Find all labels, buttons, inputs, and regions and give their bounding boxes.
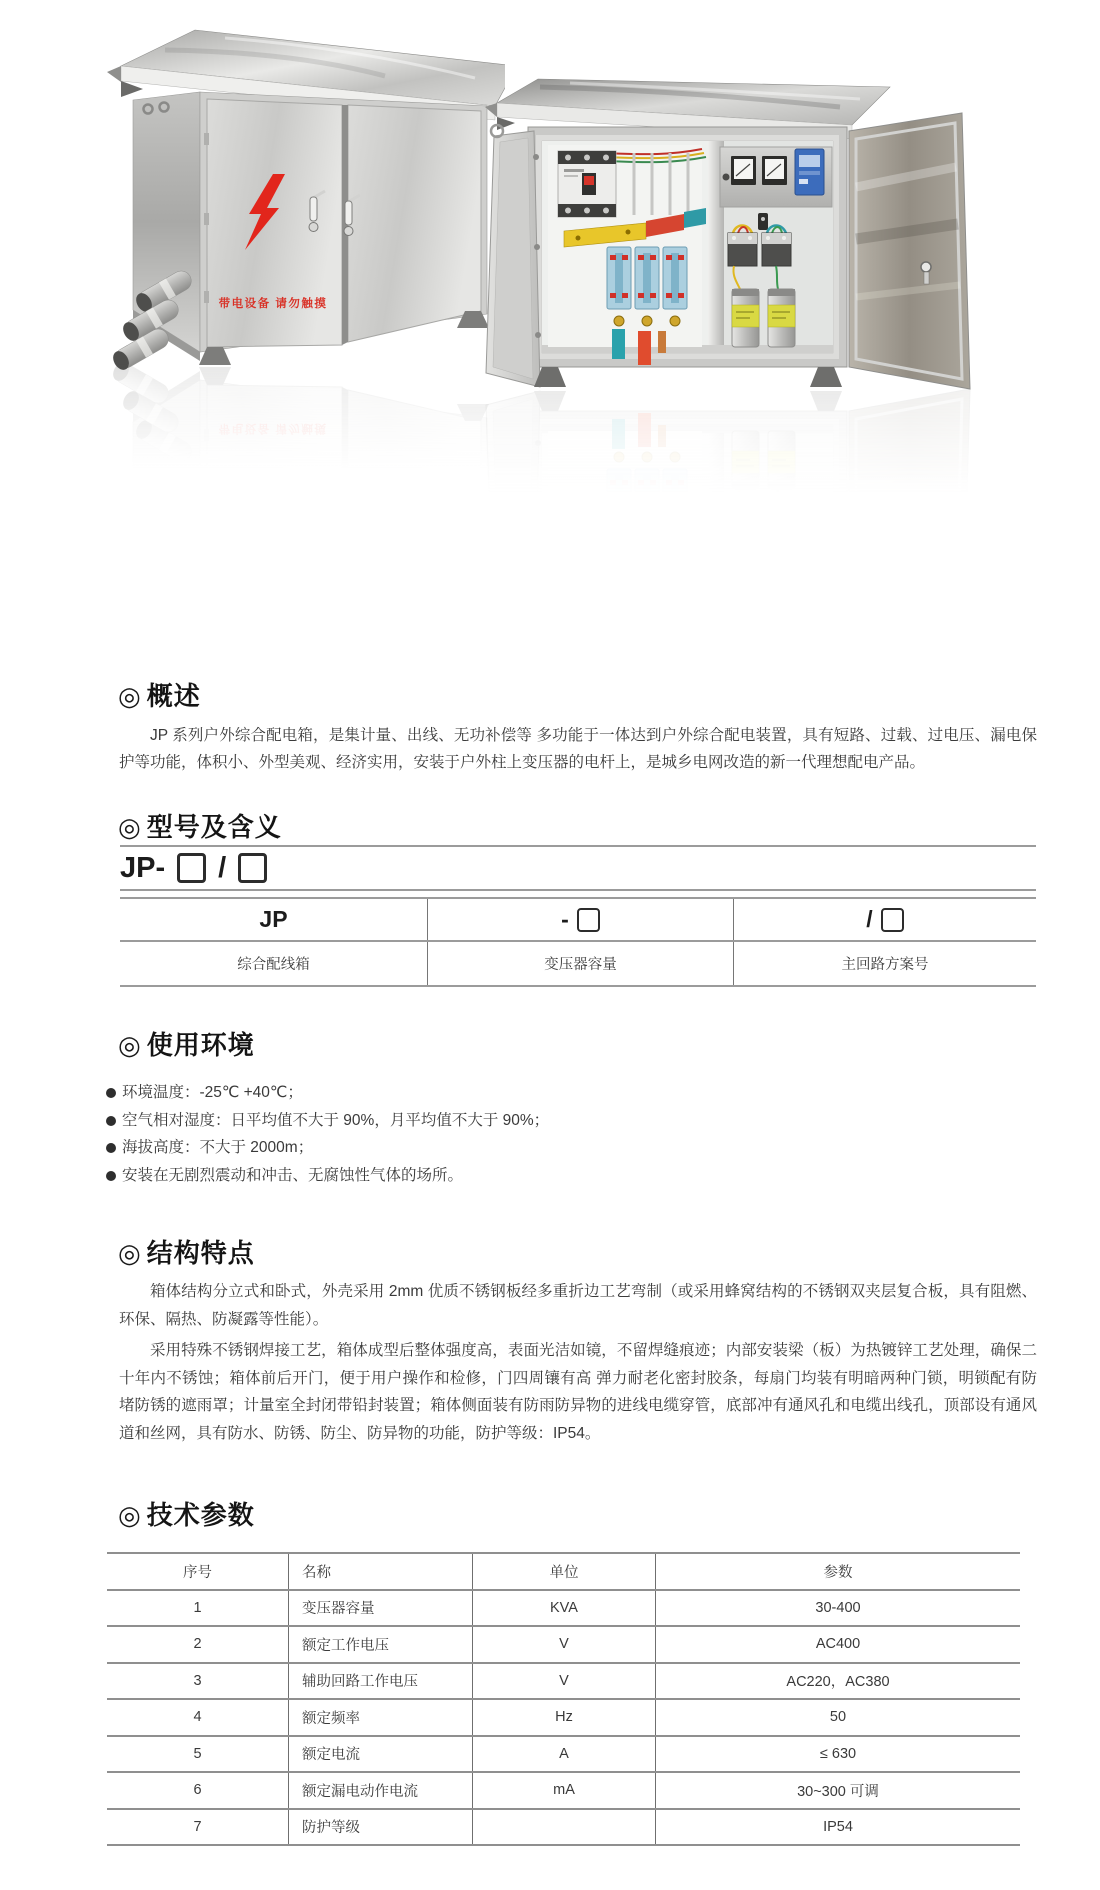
model-placeholder-box: [177, 853, 206, 883]
open-right-door: [849, 113, 970, 389]
section-title-text: 型号及含义: [146, 812, 282, 842]
table-header-row: [107, 1552, 1020, 1589]
cell-index: 3: [193, 1672, 202, 1689]
divider-line: [120, 845, 1036, 847]
table-row: [107, 1698, 1020, 1735]
section-marker-icon: ◎: [118, 1500, 142, 1530]
cell-unit: V: [472, 1627, 655, 1662]
cell-index: 5: [193, 1745, 202, 1762]
cell-value: 50: [655, 1700, 1020, 1735]
brass-terminal: [614, 316, 624, 326]
brass-terminal: [670, 316, 680, 326]
environment-list: [106, 1085, 549, 1195]
model-placeholder-box: [238, 853, 267, 883]
table-row: [107, 1625, 1020, 1662]
brass-terminal: [642, 316, 652, 326]
section-title-text: 使用环境: [146, 1030, 255, 1060]
cell-value: IP54: [655, 1810, 1020, 1845]
cell-name: 额定电流: [288, 1737, 472, 1772]
cell-value: AC220，AC380: [655, 1664, 1020, 1699]
cell-value: 30~300 可调: [655, 1773, 1020, 1808]
cabinet-foot: [810, 367, 842, 387]
section-title-model: [118, 812, 282, 842]
circuit-breaker: [558, 151, 616, 217]
cell-name: 防护等级: [288, 1810, 472, 1845]
bullet-icon: [106, 1116, 116, 1126]
list-item: [106, 1085, 549, 1101]
overview-body: JP 系列户外综合配电箱，是集计量、出线、无功补偿等 多功能于一体达到户外综合配电装置，具有短路、过载、过电压、漏电保护等功能，体积小、外型美观、经济实用，安装于户外柱上变压器的电杆上，是城乡电网改造的新一代理想配电产品。: [119, 727, 1037, 771]
column-header: 参数: [655, 1554, 1020, 1589]
cell-name: 额定频率: [288, 1700, 472, 1735]
metering-compartment: [548, 145, 706, 365]
cell-unit: KVA: [472, 1591, 655, 1626]
open-left-door: [486, 125, 541, 387]
model-separator: /: [218, 851, 227, 884]
cell-index: 2: [193, 1636, 202, 1653]
bullet-icon: [106, 1088, 116, 1098]
ct-block-teal: [612, 329, 625, 359]
list-item-text: 海拔高度：不大于 2000m；: [122, 1139, 314, 1156]
cell-index: 1: [193, 1599, 202, 1616]
cabinet-reflection: [485, 389, 970, 505]
section-title-parameters: [118, 1500, 255, 1530]
list-item-text: 安装在无剧烈震动和冲击、无腐蚀性气体的场所。: [122, 1166, 464, 1184]
model-code: -: [561, 906, 569, 932]
cell-name: 额定漏电动作电流: [288, 1773, 472, 1808]
section-marker-icon: ◎: [118, 812, 142, 842]
section-title-text: 概述: [146, 681, 201, 711]
section-title-structure: [118, 1238, 255, 1268]
section-title-text: 结构特点: [146, 1238, 255, 1268]
model-meaning: 主回路方案号: [841, 957, 929, 973]
model-placeholder-box: [881, 908, 904, 932]
section-marker-icon: ◎: [118, 1238, 142, 1268]
section-marker-icon: ◎: [118, 681, 142, 711]
list-item: [106, 1140, 549, 1156]
parameters-table: [107, 1552, 1020, 1846]
section-title-overview: [118, 681, 201, 711]
table-row: [107, 1589, 1020, 1626]
model-code-cell: [120, 899, 427, 940]
table-row: [107, 1808, 1020, 1845]
overview-paragraph: [119, 723, 1037, 776]
cell-value: 30-400: [655, 1591, 1020, 1626]
cell-index: 4: [193, 1709, 202, 1726]
table-row: [107, 1771, 1020, 1808]
wing-screw-icon: [723, 174, 730, 181]
structure-paragraph: 箱体结构分立式和卧式，外壳采用 2mm 优质不锈钢板经多重折边工艺弯制（或采用蜂窝结构的不锈钢双夹层复合板，具有阻燃、环保、隔热、防凝露等性能）。: [119, 1283, 1037, 1328]
model-formula: [120, 851, 267, 885]
table-row: [120, 899, 1036, 940]
table-row: [120, 940, 1036, 985]
capacitor: [768, 289, 795, 347]
structure-paragraphs: [119, 1278, 1037, 1447]
list-item-text: 空气相对湿度：日平均值不大于 90%，月平均值不大于 90%；: [122, 1111, 550, 1129]
section-title-environment: [118, 1030, 255, 1060]
breaker-switch: [584, 176, 594, 185]
model-meaning-cell: [427, 942, 733, 985]
table-row: [107, 1735, 1020, 1772]
model-code-cell: [427, 899, 733, 940]
table-row: [107, 1662, 1020, 1699]
cell-unit: A: [472, 1737, 655, 1772]
column-header: 单位: [472, 1554, 655, 1589]
model-meaning: 综合配线箱: [237, 957, 310, 973]
door-handle: [921, 262, 931, 272]
cell-unit: V: [472, 1664, 655, 1699]
column-header: 序号: [183, 1564, 212, 1581]
cell-unit: [472, 1810, 655, 1845]
cell-name: 辅助回路工作电压: [288, 1664, 472, 1699]
column-header: 名称: [288, 1554, 472, 1589]
cell-index: 7: [193, 1818, 202, 1835]
cell-unit: Hz: [472, 1700, 655, 1735]
list-item: [106, 1113, 549, 1129]
structure-paragraph: 采用特殊不锈钢焊接工艺，箱体成型后整体强度高，表面光洁如镜，不留焊缝痕迹；内部安装梁（板）为热镀锌工艺处理，确保二十年内不锈蚀；箱体前后开门，便于用户操作和检修，门四周镶有高 弹力耐老化密封胶条，每扇门均装有明暗两种门锁，明锁配有防堵防锈的遮雨罩；计量室全封闭带铅封装置；箱体侧面装有防雨防异物的进线电缆穿管，底部冲有通风孔和电缆出线孔，顶部设有通风道和丝网，具有防水、防锈、防尘、防异物的功能，防护等级：IP54。: [119, 1342, 1037, 1442]
warning-label: 带电设备 请勿触摸: [218, 298, 328, 310]
section-marker-icon: ◎: [118, 1030, 142, 1060]
cell-name: 额定工作电压: [288, 1627, 472, 1662]
cell-name: 变压器容量: [288, 1591, 472, 1626]
spd-modules: [607, 247, 687, 309]
list-item: [106, 1168, 549, 1184]
list-item-text: 环境温度：-25℃ +40℃；: [122, 1084, 303, 1101]
cell-unit: mA: [472, 1773, 655, 1808]
divider-line: [120, 889, 1036, 891]
capacitor: [732, 289, 759, 347]
product-photo-open-cabinet: [390, 35, 1040, 505]
model-meaning: 变压器容量: [544, 957, 617, 973]
model-meaning-cell: [120, 942, 427, 985]
model-placeholder-box: [577, 908, 600, 932]
model-prefix: JP-: [120, 851, 166, 884]
bullet-icon: [106, 1171, 116, 1181]
model-code: JP: [259, 906, 288, 932]
cell-value: ≤ 630: [655, 1737, 1020, 1772]
key-lock: [758, 213, 768, 230]
cell-index: 6: [193, 1782, 202, 1799]
meter-panel: [720, 147, 832, 207]
cell-value: AC400: [655, 1627, 1020, 1662]
section-title-text: 技术参数: [146, 1500, 255, 1530]
model-meaning-table: [120, 897, 1036, 987]
model-code-cell: [733, 899, 1036, 940]
ct-block-red: [638, 331, 651, 365]
model-code: /: [866, 906, 873, 932]
bullet-icon: [106, 1143, 116, 1153]
model-meaning-cell: [733, 942, 1036, 985]
